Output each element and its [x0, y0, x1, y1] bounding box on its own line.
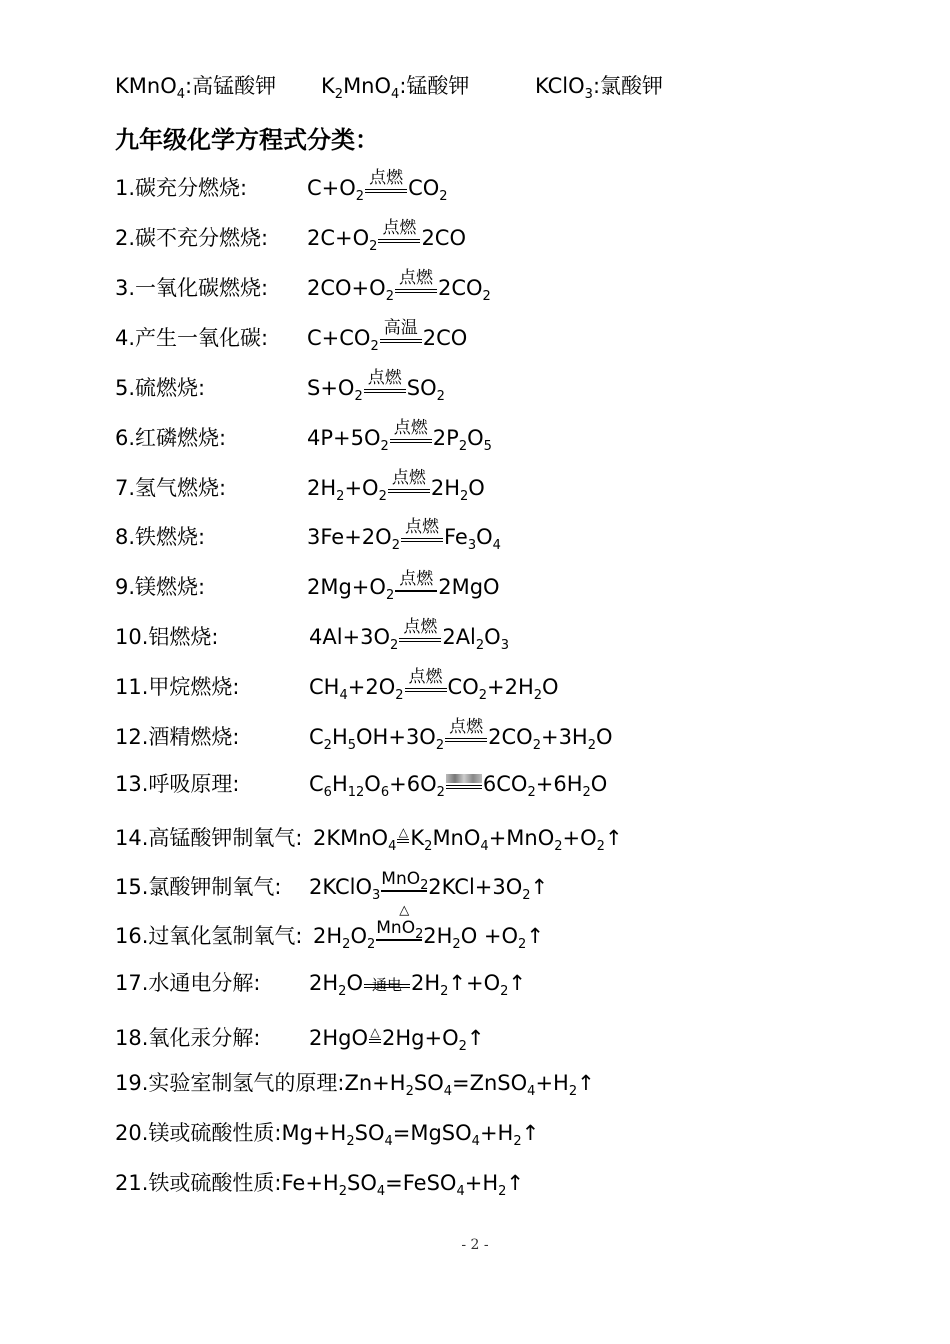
blurred-condition-image: [446, 774, 482, 783]
reaction-condition: 点燃: [390, 439, 432, 445]
reaction-condition: 点燃: [445, 738, 487, 744]
equation-label: 21.铁或硫酸性质$:Fe+H_2SO_4=FeSO_4+H_2↑$: [115, 1171, 525, 1199]
equation-formula: $2C+O_2$ 点燃 2CO: [307, 218, 466, 254]
reaction-condition: 高温: [380, 339, 422, 345]
equation-formula: 2KMnO$_4$ △ $K_2MnO_4+MnO_2+O_2↑$: [313, 825, 623, 854]
equation-label: 10.铝燃烧:: [115, 625, 219, 649]
reaction-condition: △: [397, 839, 409, 845]
reaction-condition: 点燃: [405, 688, 447, 694]
kclo3-name: KClO$_3$:氯酸钾: [535, 74, 664, 102]
equation-formula: $2Mg+O_2$ 点燃 2MgO: [307, 569, 500, 603]
equation-formula: $4P+5O_2$ 点燃 $2P_2O_5$: [307, 418, 492, 454]
equation-formula: 2KClO$_3$ MnO$_2$ △ $2KCl+3O_2↑$: [309, 869, 549, 918]
equation-formula: $2H_2O$ 通电 $2H_2↑+O_2↑$: [309, 971, 527, 999]
equation-label: 2.碳不充分燃烧:: [115, 226, 269, 250]
reaction-condition: 点燃: [395, 590, 437, 594]
section-heading: 九年级化学方程式分类：: [115, 126, 379, 154]
equation-formula: $S+O_2$ 点燃 $SO_2$: [307, 368, 445, 404]
equation-formula: $C+O_2$ 点燃 $CO_2$: [307, 168, 448, 204]
reaction-condition: 点燃: [395, 289, 437, 295]
reaction-condition: MnO$_2$ △: [381, 869, 429, 918]
page-number: - 2 -: [461, 1237, 489, 1253]
equation-label: 6.红磷燃烧:: [115, 426, 227, 450]
equation-label: 7.氢气燃烧:: [115, 476, 227, 500]
equation-label: 12.酒精燃烧:: [115, 725, 240, 749]
equation-formula: $2H_2+O_2$ 点燃 $2H_2O$: [307, 468, 485, 504]
equation-label: 4.产生一氧化碳:: [115, 326, 269, 350]
equation-label: 3.一氧化碳燃烧:: [115, 276, 269, 300]
equation-label: 17.水通电分解:: [115, 971, 261, 995]
equation-label: 14.高锰酸钾制氧气:: [115, 826, 303, 850]
kmno4-name: KMnO$_4$:高锰酸钾: [115, 74, 277, 102]
reaction-condition: 点燃: [399, 638, 441, 644]
equation-label: 13.呼吸原理:: [115, 772, 240, 796]
equation-formula: $2CO+O_2$ 点燃 $2CO_2$: [307, 268, 491, 304]
equation-label: 11.甲烷燃烧:: [115, 675, 240, 699]
reaction-condition: 通电: [364, 984, 410, 990]
equation-label: 8.铁燃烧:: [115, 525, 206, 549]
equation-label: 16.过氧化氢制氧气:: [115, 924, 303, 948]
reaction-condition: MnO$_2$: [376, 918, 424, 942]
equation-formula: $C+CO_2$ 高温 2CO: [307, 318, 468, 354]
reaction-condition: △: [369, 1039, 381, 1045]
reaction-condition: 点燃: [401, 538, 443, 544]
equation-label: 19.实验室制氢气的原理$:Zn+H_2SO_4=ZnSO_4+H_2↑$: [115, 1071, 595, 1099]
equation-label: 18.氧化汞分解:: [115, 1026, 261, 1050]
k2mno4-name: $K_2MnO_4$:锰酸钾: [321, 74, 470, 102]
equation-formula: 2HgO △ $2Hg+O_2↑$: [309, 1025, 485, 1054]
reaction-condition: 点燃: [364, 389, 406, 395]
equation-label: 5.硫燃烧:: [115, 376, 206, 400]
equation-formula: $C_2H_5OH+3O_2$ 点燃 $2CO_2+3H_2O$: [309, 717, 613, 753]
equation-label: 9.镁燃烧:: [115, 575, 206, 599]
equation-formula: $4Al+3O_2$ 点燃 $2Al_2O_3$: [309, 617, 509, 653]
equation-formula: $CH_4+2O_2$ 点燃 $CO_2+2H_2O$: [309, 667, 559, 703]
equation-label: 15.氯酸钾制氧气:: [115, 875, 282, 899]
reaction-condition: 点燃: [378, 239, 420, 245]
reaction-condition: [446, 785, 482, 791]
equation-formula: $3Fe+2O_2$ 点燃 $Fe_3O_4$: [307, 517, 501, 553]
equation-label: 1.碳充分燃烧:: [115, 176, 248, 200]
equation-formula: $C_6H_{12}O_6+6O_2$ $6CO_2+6H_2O$: [309, 772, 608, 800]
reaction-condition: 点燃: [365, 189, 407, 195]
equation-formula: $2H_2O_2$ MnO$_2$ $2H_2O$ $+O_2↑$: [313, 918, 544, 952]
reaction-condition: 点燃: [388, 489, 430, 495]
equation-label: 20.镁或硫酸性质$:Mg+H_2SO_4=MgSO_4+H_2↑$: [115, 1121, 540, 1149]
